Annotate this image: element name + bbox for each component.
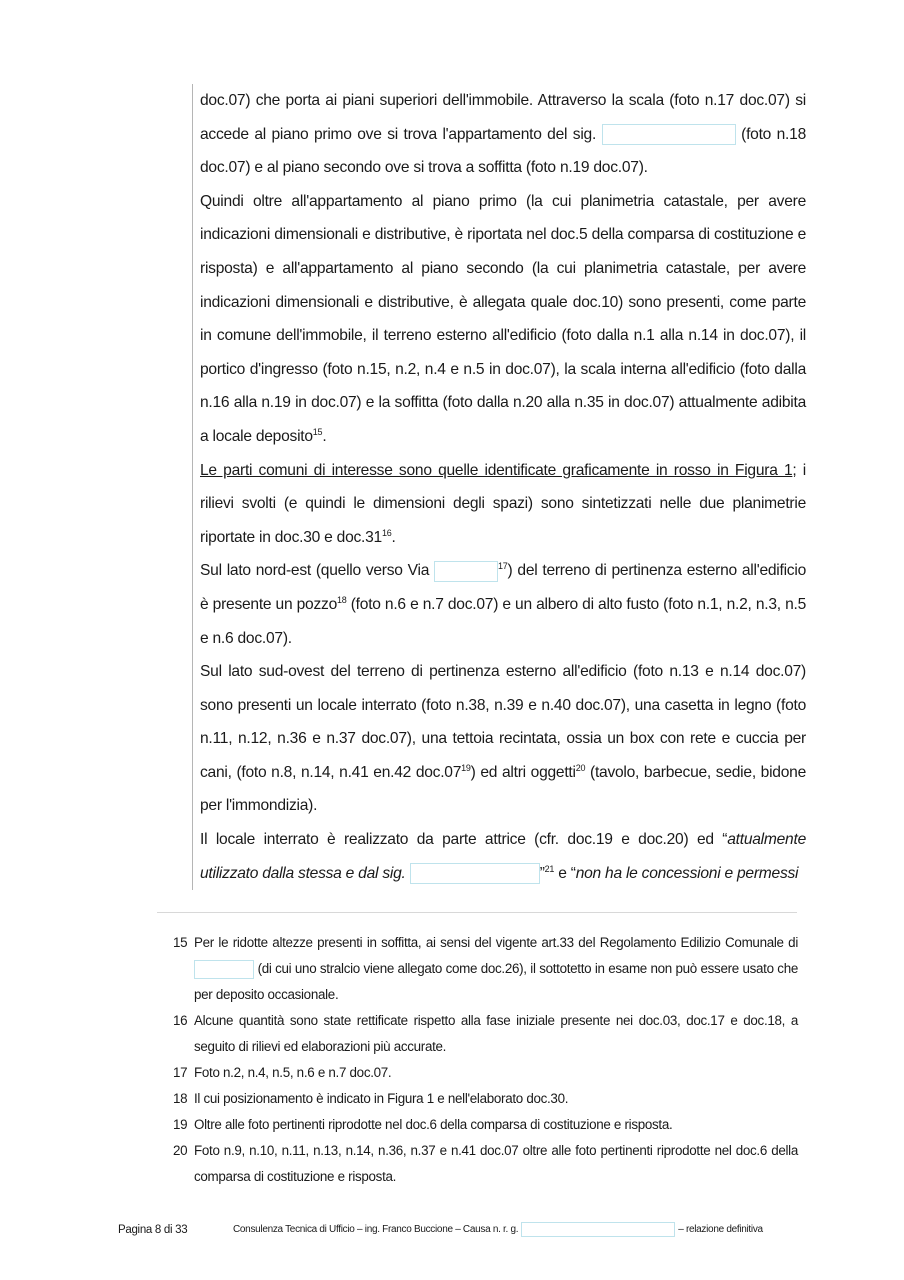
paragraph-5-text-a: Sul lato sud-ovest del terreno di pertinenza esterno all'edificio (foto n.13 e n.14 doc.07) sono presenti un locale interrato (foto n.38, n.39 e n.40 doc.07), una casetta in legno (foto n.11, n.12, n.36 e n.37 doc.07), una tettoia recintata, ossia un box con rete e cuccia per cani, (foto n.8, n.14, n.41 en.42 doc.07: [200, 663, 806, 781]
footnote-text: Foto n.9, n.10, n.11, n.13, n.14, n.36, n.37 e n.41 doc.07 oltre alle foto pertinenti riprodotte nel doc.6 della comparsa di costituzione e risposta.: [194, 1143, 798, 1184]
redacted-municipality: [194, 960, 254, 979]
paragraph-6-quote-2: non ha le concessioni e permessi: [575, 864, 799, 882]
footnote-ref-15[interactable]: 15: [312, 426, 323, 437]
paragraph-1: [200, 84, 806, 185]
footnote-ref-16[interactable]: 16: [381, 527, 392, 538]
footnote-separator: [157, 912, 797, 913]
footnote-15: [165, 930, 798, 1008]
footer-text-a: Consulenza Tecnica di Ufficio – ing. Franco Buccione – Causa n. r. g.: [233, 1224, 519, 1235]
footnote-ref-20[interactable]: 20: [575, 762, 586, 773]
footnote-ref-19[interactable]: 19: [461, 762, 471, 773]
redacted-name: [410, 863, 540, 884]
redacted-name: [602, 124, 736, 145]
footnote-number: 20: [173, 1143, 188, 1158]
footnote-text: Alcune quantità sono state rettificate rispetto alla fase iniziale presente nei doc.03, doc.17 e doc.18, a seguito di rilievi ed elaborazioni più accurate.: [194, 1013, 798, 1054]
footnote-number: 19: [173, 1117, 188, 1132]
redacted-case-number: [521, 1222, 675, 1237]
page-number: Pagina 8 di 33: [118, 1223, 188, 1236]
paragraph-3-end: .: [391, 528, 396, 546]
footnote-text: [194, 930, 798, 1008]
footnote-18: [165, 1086, 798, 1112]
paragraph-4-text-b: ) del terreno di pertinenza esterno all'edificio è presente un pozzo: [200, 562, 806, 613]
footnote-text-b: (di cui uno stralcio viene allegato come doc.26), il sottotetto in esame non può essere usato che per deposito occasionale.: [194, 961, 798, 1002]
footnote-number: 15: [173, 935, 188, 950]
paragraph-1-text-b: (foto n.18 doc.07) e al piano secondo ove si trova a soffitta (foto n.19 doc.07).: [200, 125, 806, 177]
paragraph-4-text-a: Sul lato nord-est (quello verso Via: [200, 562, 435, 580]
footnote-text-a: Per le ridotte altezze presenti in soffitta, ai sensi del vigente art.33 del Regolamento Edilizio Comunale di: [194, 935, 798, 950]
footer-text: [233, 1222, 763, 1237]
paragraph-6-text-a: Il locale interrato è realizzato da parte attrice (cfr. doc.19 e doc.20) ed “: [200, 831, 728, 849]
footnote-20: [165, 1138, 798, 1190]
footnote-number: 17: [173, 1065, 188, 1080]
footnote-number: 16: [173, 1013, 188, 1028]
footnote-16: [165, 1008, 798, 1060]
footnote-number: 18: [173, 1091, 188, 1106]
paragraph-2-text: Quindi oltre all'appartamento al piano primo (la cui planimetria catastale, per avere indicazioni dimensionali e distributive, è riportata nel doc.5 della comparsa di costituzione e risposta) e all'appartamento al piano secondo (la cui planimetria catastale, per avere indicazioni dimensionali e distributive, è allegata quale doc.10) sono presenti, come parte in comune dell'immobile, il terreno esterno all'edificio (foto dalla n.1 alla n.14 in doc.07), il portico d'ingresso (foto n.15, n.2, n.4 e n.5 in doc.07), la scala interna all'edificio (foto dalla n.16 alla n.19 in doc.07) e la soffitta (foto dalla n.20 alla n.35 in doc.07) attualmente adibita a locale deposito: [200, 192, 806, 445]
footnote-ref-21[interactable]: 21: [544, 863, 555, 874]
paragraph-4-text-c: (foto n.6 e n.7 doc.07) e un albero di alto fusto (foto n.1, n.2, n.3, n.5 e n.6 doc.07).: [200, 595, 807, 647]
paragraph-5-text-c: (tavolo, barbecue, sedie, bidone per l'immondizia).: [200, 763, 806, 815]
paragraph-3: [200, 454, 806, 555]
footnotes: [165, 930, 798, 1190]
paragraph-6-text-c: e “: [554, 864, 576, 882]
paragraph-2-end: .: [322, 427, 327, 445]
paragraph-6-close-quote: ”: [539, 864, 545, 882]
paragraph-3-text: ; i rilievi svolti (e quindi le dimensioni degli spazi) sono sintetizzati nelle due planimetrie riportate in doc.30 e doc.31: [200, 461, 806, 546]
paragraph-1-text-a: doc.07) che porta ai piani superiori dell'immobile. Attraverso la scala (foto n.17 doc.07) si accede al piano primo ove si trova l'appartamento del sig.: [200, 92, 806, 143]
footer-text-b: – relazione definitiva: [678, 1224, 763, 1235]
footnote-text: Il cui posizionamento è indicato in Figura 1 e nell'elaborato doc.30.: [194, 1091, 569, 1106]
footnote-19: [165, 1112, 798, 1138]
paragraph-6: [200, 823, 806, 890]
paragraph-6-quote-1: attualmente utilizzato dalla stessa e dal sig.: [200, 831, 806, 882]
footnote-text: Foto n.2, n.4, n.5, n.6 e n.7 doc.07.: [194, 1065, 392, 1080]
redacted-street: [434, 561, 498, 582]
footnote-ref-17[interactable]: 17: [498, 561, 508, 572]
footnote-17: [165, 1060, 798, 1086]
footnote-ref-18[interactable]: 18: [337, 594, 347, 605]
paragraph-5: [200, 655, 806, 823]
paragraph-5-text-b: ) ed altri oggetti: [470, 763, 576, 781]
paragraph-3-underlined: Le parti comuni di interesse sono quelle identificate graficamente in rosso in Figura 1: [200, 461, 793, 479]
document-body: [192, 84, 806, 890]
page-footer: [118, 1222, 798, 1237]
paragraph-4: [200, 554, 806, 655]
footnote-text: Oltre alle foto pertinenti riprodotte nel doc.6 della comparsa di costituzione e risposta.: [194, 1117, 673, 1132]
paragraph-2: [200, 185, 806, 454]
